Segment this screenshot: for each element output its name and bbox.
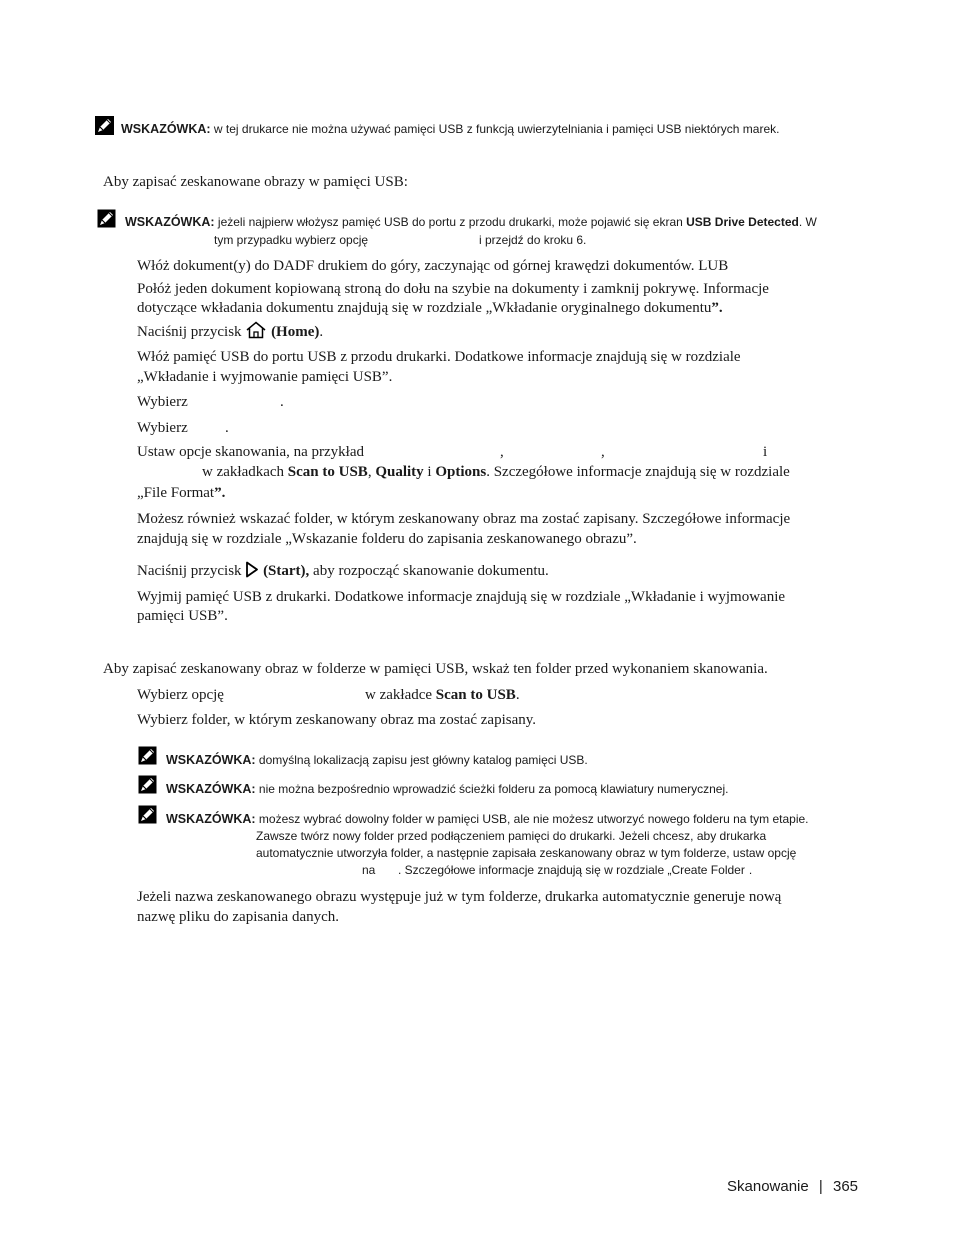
note-text: domyślną lokalizacją zapisu jest główny katalog pamięci USB. xyxy=(258,753,588,767)
step-6-line-1: Ustaw opcje skanowania, na przykład xyxy=(137,444,365,460)
note-3 xyxy=(166,752,588,769)
step-text: ”. xyxy=(711,300,723,316)
note-pencil-icon xyxy=(138,775,157,794)
step-4-end: . xyxy=(280,394,284,410)
intro-folder-paragraph: Aby zapisać zeskanowany obraz w folderze w pamięci USB, wskaż ten folder przed wykonaniem skanowania. xyxy=(103,661,768,677)
note-pencil-icon xyxy=(138,746,157,765)
step-1b-line-1: Połóż jeden dokument kopiowaną stroną do dołu na szybie na dokumenty i zamknij pokrywę. Informacje xyxy=(137,281,769,297)
step-text: w zakładkach xyxy=(202,464,285,480)
step-text: dotyczące wkładania dokumentu znajdują się w rozdziale „Wkładanie oryginalnego dokumentu xyxy=(137,300,712,316)
tab-name: Scan to USB xyxy=(287,464,368,480)
step-text: i xyxy=(427,464,432,480)
note-text: tym przypadku wybierz opcję xyxy=(214,233,369,247)
step-text: . Szczegółowe informacje znajdują się w rozdziale xyxy=(486,464,790,480)
note-5-line-1 xyxy=(166,811,809,828)
note-5-line-3: automatycznie utworzyła folder, a następnie zapisała zeskanowany obraz w tym folderze, ustaw opcję xyxy=(256,846,797,860)
step-4: Wybierz xyxy=(137,394,188,410)
step-1: Włóż dokument(y) do DADF drukiem do góry, zaczynając od górnej krawędzi dokumentów. LUB xyxy=(137,258,729,274)
note-text: możesz wybrać dowolny folder w pamięci USB, ale nie możesz utworzyć nowego folderu na tym etapie. xyxy=(258,812,809,826)
step-9-line-1: Wyjmij pamięć USB z drukarki. Dodatkowe informacje znajdują się w rozdziale „Wkładanie i wyjmowanie xyxy=(137,589,786,605)
note-pencil-icon xyxy=(97,209,116,228)
step-text: . xyxy=(515,687,520,703)
note-label: WSKAZÓWKA: xyxy=(166,753,256,767)
step-1b-line-2 xyxy=(137,298,723,318)
note-text: w tej drukarce nie można używać pamięci USB z funkcją uwierzytelniania i pamięci USB niektórych marek. xyxy=(213,122,780,136)
note-text: na xyxy=(362,863,376,877)
tab-name: Scan to USB xyxy=(435,687,516,703)
note-2-line-2 xyxy=(214,232,368,249)
page-number: 365 xyxy=(832,1178,859,1195)
final-line-1: Jeżeli nazwa zeskanowanego obrazu występuje już w tym folderze, drukarka automatycznie generuje nową xyxy=(137,889,782,905)
note-1 xyxy=(121,121,779,138)
step-6-and: i xyxy=(763,444,768,460)
home-icon xyxy=(245,321,267,339)
step-7-line-1: Możesz również wskazać folder, w którym zeskanowany obraz ma zostać zapisany. Szczegółowe informacje xyxy=(137,511,791,527)
step-text: ”. xyxy=(214,485,226,501)
footer-separator: | xyxy=(818,1178,823,1195)
note-2-line-1 xyxy=(125,214,817,231)
folder-step-2: Wybierz folder, w którym zeskanowany obraz ma zostać zapisany. xyxy=(137,712,537,728)
note-5-line-4 xyxy=(362,862,375,879)
note-label: WSKAZÓWKA: xyxy=(166,782,256,796)
step-6-line-3 xyxy=(137,483,225,503)
step-5-end: . xyxy=(225,420,229,436)
step-text: aby rozpocząć skanowanie dokumentu. xyxy=(313,563,549,579)
note-text: i przejdź do kroku 6. xyxy=(479,233,587,247)
note-label: WSKAZÓWKA: xyxy=(166,812,256,826)
note-text: nie można bezpośrednio wprowadzić ścieżki folderu za pomocą klawiatury numerycznej. xyxy=(258,782,729,796)
step-6-comma: , xyxy=(601,444,605,460)
note-text: jeżeli najpierw włożysz pamięć USB do portu z przodu drukarki, może pojawić się ekran xyxy=(217,215,683,229)
note-4 xyxy=(166,781,728,798)
note-2-line-2-end xyxy=(479,232,586,249)
step-text: , xyxy=(367,464,372,480)
step-9-line-2: pamięci USB”. xyxy=(137,608,228,624)
page-footer xyxy=(727,1177,858,1197)
final-line-2: nazwę pliku do zapisania danych. xyxy=(137,909,340,925)
footer-section-title: Skanowanie xyxy=(727,1178,809,1195)
tab-name: Quality xyxy=(375,464,424,480)
tab-name: Options xyxy=(435,464,487,480)
note-bold-term: USB Drive Detected xyxy=(686,215,799,229)
step-text: Naciśnij przycisk xyxy=(137,563,242,579)
step-7-line-2: znajdują się w rozdziale „Wskazanie folderu do zapisania zeskanowanego obrazu”. xyxy=(137,531,637,547)
note-pencil-icon xyxy=(138,805,157,824)
start-button-label: (Start), xyxy=(263,563,310,579)
note-text: . W xyxy=(798,215,817,229)
step-text: „File Format xyxy=(137,485,215,501)
start-icon xyxy=(245,561,259,578)
step-6-line-2 xyxy=(202,462,790,482)
step-6-comma: , xyxy=(500,444,504,460)
step-3-line-2: „Wkładanie i wyjmowanie pamięci USB”. xyxy=(137,369,393,385)
note-text: . Szczegółowe informacje znajdują się w rozdziale „Create Folder xyxy=(398,863,745,877)
home-button-label: (Home) xyxy=(271,324,320,340)
step-5: Wybierz xyxy=(137,420,188,436)
note-label: WSKAZÓWKA: xyxy=(121,122,211,136)
note-pencil-icon xyxy=(95,116,114,135)
note-5-line-2: Zawsze twórz nowy folder przed podłączeniem pamięci do drukarki. Jeżeli chcesz, aby drukarka xyxy=(256,829,767,843)
step-text: . xyxy=(319,324,324,340)
step-text: Naciśnij przycisk xyxy=(137,324,242,340)
note-5-line-4-end xyxy=(398,862,752,879)
step-text: w zakładce xyxy=(365,687,433,703)
note-label: WSKAZÓWKA: xyxy=(125,215,215,229)
folder-step-1: Wybierz opcję xyxy=(137,687,224,703)
note-text: . xyxy=(748,863,753,877)
step-8 xyxy=(137,561,549,581)
step-3-line-1: Włóż pamięć USB do portu USB z przodu drukarki. Dodatkowe informacje znajdują się w rozdziale xyxy=(137,349,741,365)
folder-step-1-end xyxy=(365,685,520,705)
intro-save-paragraph: Aby zapisać zeskanowane obrazy w pamięci USB: xyxy=(103,174,408,190)
step-2 xyxy=(137,321,323,342)
